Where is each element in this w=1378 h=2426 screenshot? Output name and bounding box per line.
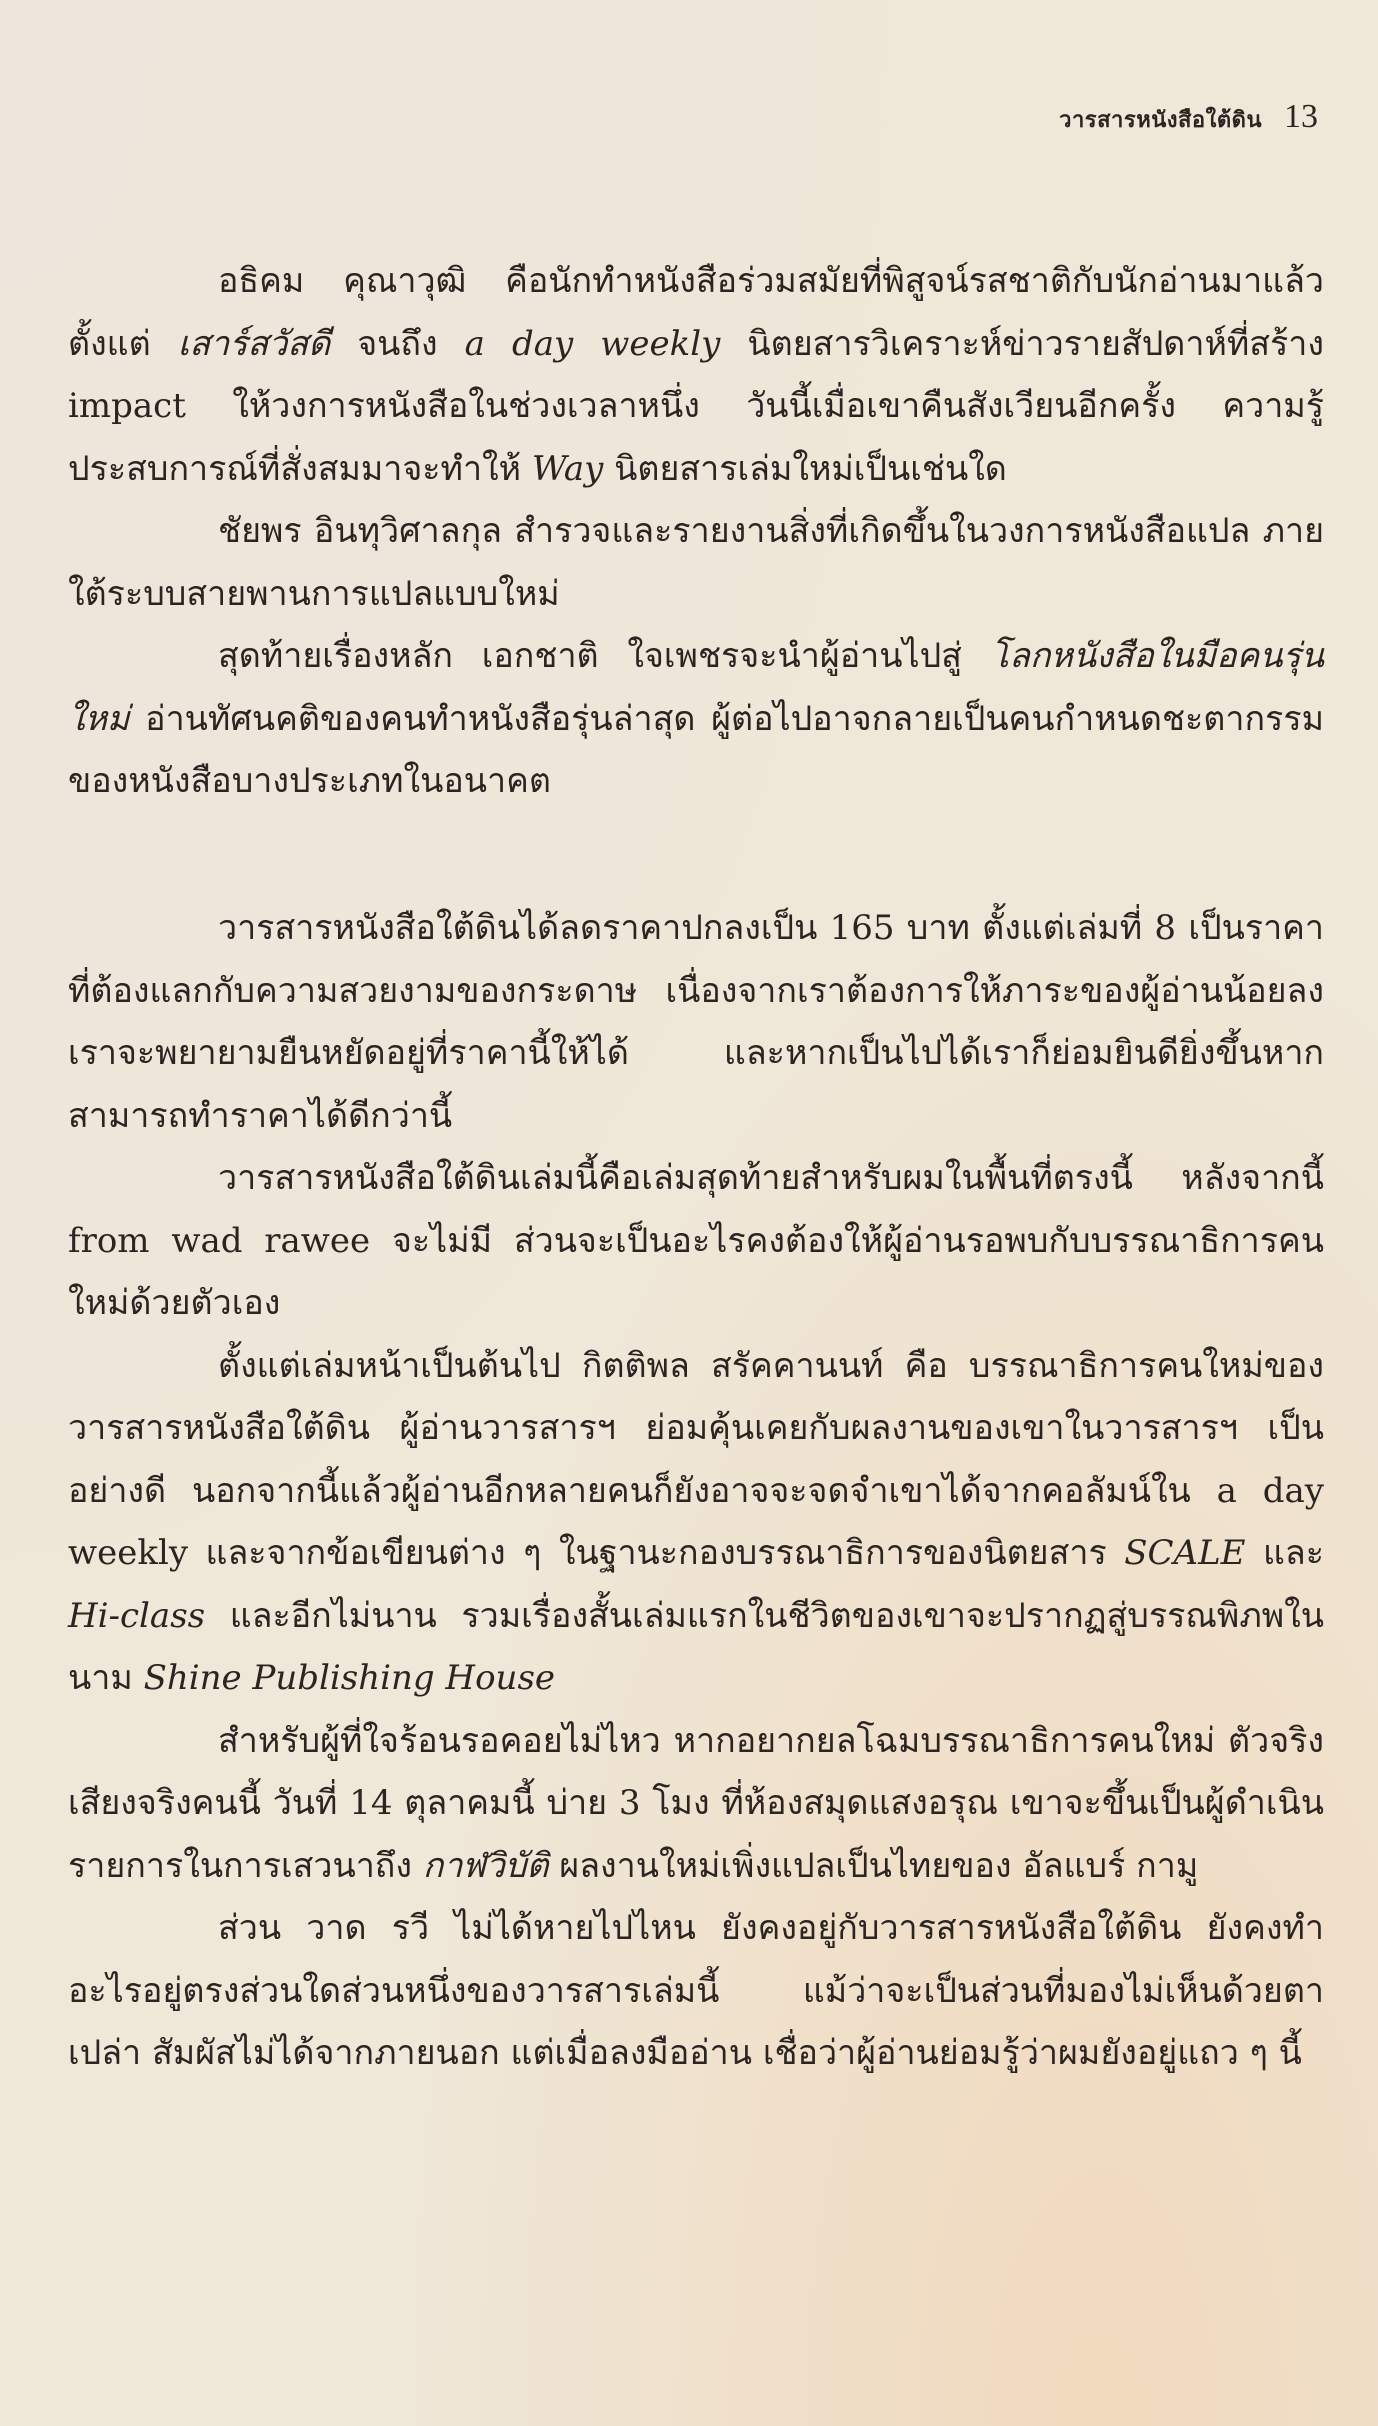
- running-title: วารสารหนังสือใต้ดิน: [1059, 108, 1262, 133]
- paragraph: อธิคม คุณาวุฒิ คือนักทำหนังสือร่วมสมัยที่พิสูจน์รสชาติกับนักอ่านมาแล้ว ตั้งแต่ เสาร์สวัสดี จนถึง a day weekly นิตยสารวิเคราะห์ข่าวรายสัปดาห์ที่สร้าง impact ให้วงการหนังสือในช่วงเวลาหนึ่ง วันนี้เมื่อเขาคืนสังเวียนอีกครั้ง ความรู้ประสบการณ์ที่สั่งสมมาจะทำให้ Way นิตยสารเล่มใหม่เป็นเช่นใด: [68, 261, 1324, 489]
- title-scale: SCALE: [1124, 1533, 1246, 1573]
- paragraph: สุดท้ายเรื่องหลัก เอกชาติ ใจเพชรจะนำผู้อ่านไปสู่ โลกหนังสือในมือคนรุ่นใหม่ อ่านทัศนคติของคนทำหนังสือรุ่นล่าสุด ผู้ต่อไปอาจกลายเป็นคนกำหนดชะตากรรมของหนังสือบางประเภทในอนาคต: [68, 636, 1324, 801]
- title-hi-class: Hi-class: [68, 1595, 206, 1636]
- page-number: 13: [1284, 98, 1318, 135]
- title-kalwibat: กาฬวิบัติ: [422, 1845, 549, 1886]
- running-header: [1059, 98, 1318, 137]
- paragraph: ชัยพร อินทุวิศาลกุล สำรวจและรายงานสิ่งที่เกิดขึ้นในวงการหนังสือแปล ภายใต้ระบบสายพานการแปลแบบใหม่: [68, 511, 1324, 614]
- paragraph: วารสารหนังสือใต้ดินเล่มนี้คือเล่มสุดท้ายสำหรับผมในพื้นที่ตรงนี้ หลังจากนี้ from wad rawee จะไม่มี ส่วนจะเป็นอะไรคงต้องให้ผู้อ่านรอพบกับบรรณาธิการคนใหม่ด้วยตัวเอง: [68, 1158, 1324, 1323]
- title-way: Way: [531, 448, 604, 489]
- paragraph: ตั้งแต่เล่มหน้าเป็นต้นไป กิตติพล สรัคคานนท์ คือ บรรณาธิการคนใหม่ของวารสารหนังสือใต้ดิน ผู้อ่านวารสารฯ ย่อมคุ้นเคยกับผลงานของเขาในวารสารฯ เป็นอย่างดี นอกจากนี้แล้วผู้อ่านอีกหลายคนก็ยังอาจจะจดจำเขาได้จากคอลัมน์ใน a day weekly และจากข้อเขียนต่าง ๆ ในฐานะกองบรรณาธิการของนิตยสาร SCALE และ Hi-class และอีกไม่นาน รวมเรื่องสั้นเล่มแรกในชีวิตของเขาจะปรากฏสู่บรรณพิภพในนาม Shine Publishing House: [68, 1345, 1324, 1698]
- editorial-section-notes: [68, 897, 1324, 2085]
- paragraph: สำหรับผู้ที่ใจร้อนรอคอยไม่ไหว หากอยากยลโฉมบรรณาธิการคนใหม่ ตัวจริงเสียงจริงคนนี้ วันที่ 14 ตุลาคมนี้ บ่าย 3 โมง ที่ห้องสมุดแสงอรุณ เขาจะขึ้นเป็นผู้ดำเนินรายการในการเสวนาถึง กาฬวิบัติ ผลงานใหม่เพิ่งแปลเป็นไทยของ อัลแบร์ กามู: [68, 1720, 1324, 1886]
- editorial-section-contents: [68, 250, 1324, 813]
- paragraph: ส่วน วาด รวี ไม่ได้หายไปไหน ยังคงอยู่กับวารสารหนังสือใต้ดิน ยังคงทำอะไรอยู่ตรงส่วนใดส่วนหนึ่งของวารสารเล่มนี้ แม้ว่าจะเป็นส่วนที่มองไม่เห็นด้วยตาเปล่า สัมผัสไม่ได้จากภายนอก แต่เมื่อลงมืออ่าน เชื่อว่าผู้อ่านย่อมรู้ว่าผมยังอยู่แถว ๆ นี้: [68, 1908, 1324, 2073]
- title-shine-publishing: Shine Publishing House: [143, 1658, 556, 1698]
- paragraph: วารสารหนังสือใต้ดินได้ลดราคาปกลงเป็น 165 บาท ตั้งแต่เล่มที่ 8 เป็นราคาที่ต้องแลกกับความสวยงามของกระดาษ เนื่องจากเราต้องการให้ภาระของผู้อ่านน้อยลง เราจะพยายามยืนหยัดอยู่ที่ราคานี้ให้ได้ และหากเป็นไปได้เราก็ย่อมยินดียิ่งขึ้นหากสามารถทำราคาได้ดีกว่านี้: [68, 908, 1324, 1136]
- title-lok-nangsue: โลกหนังสือในมือคนรุ่นใหม่: [68, 636, 1324, 739]
- title-saosawatdee: เสาร์สวัสดี: [177, 323, 331, 364]
- title-a-day-weekly: a day weekly: [464, 323, 721, 364]
